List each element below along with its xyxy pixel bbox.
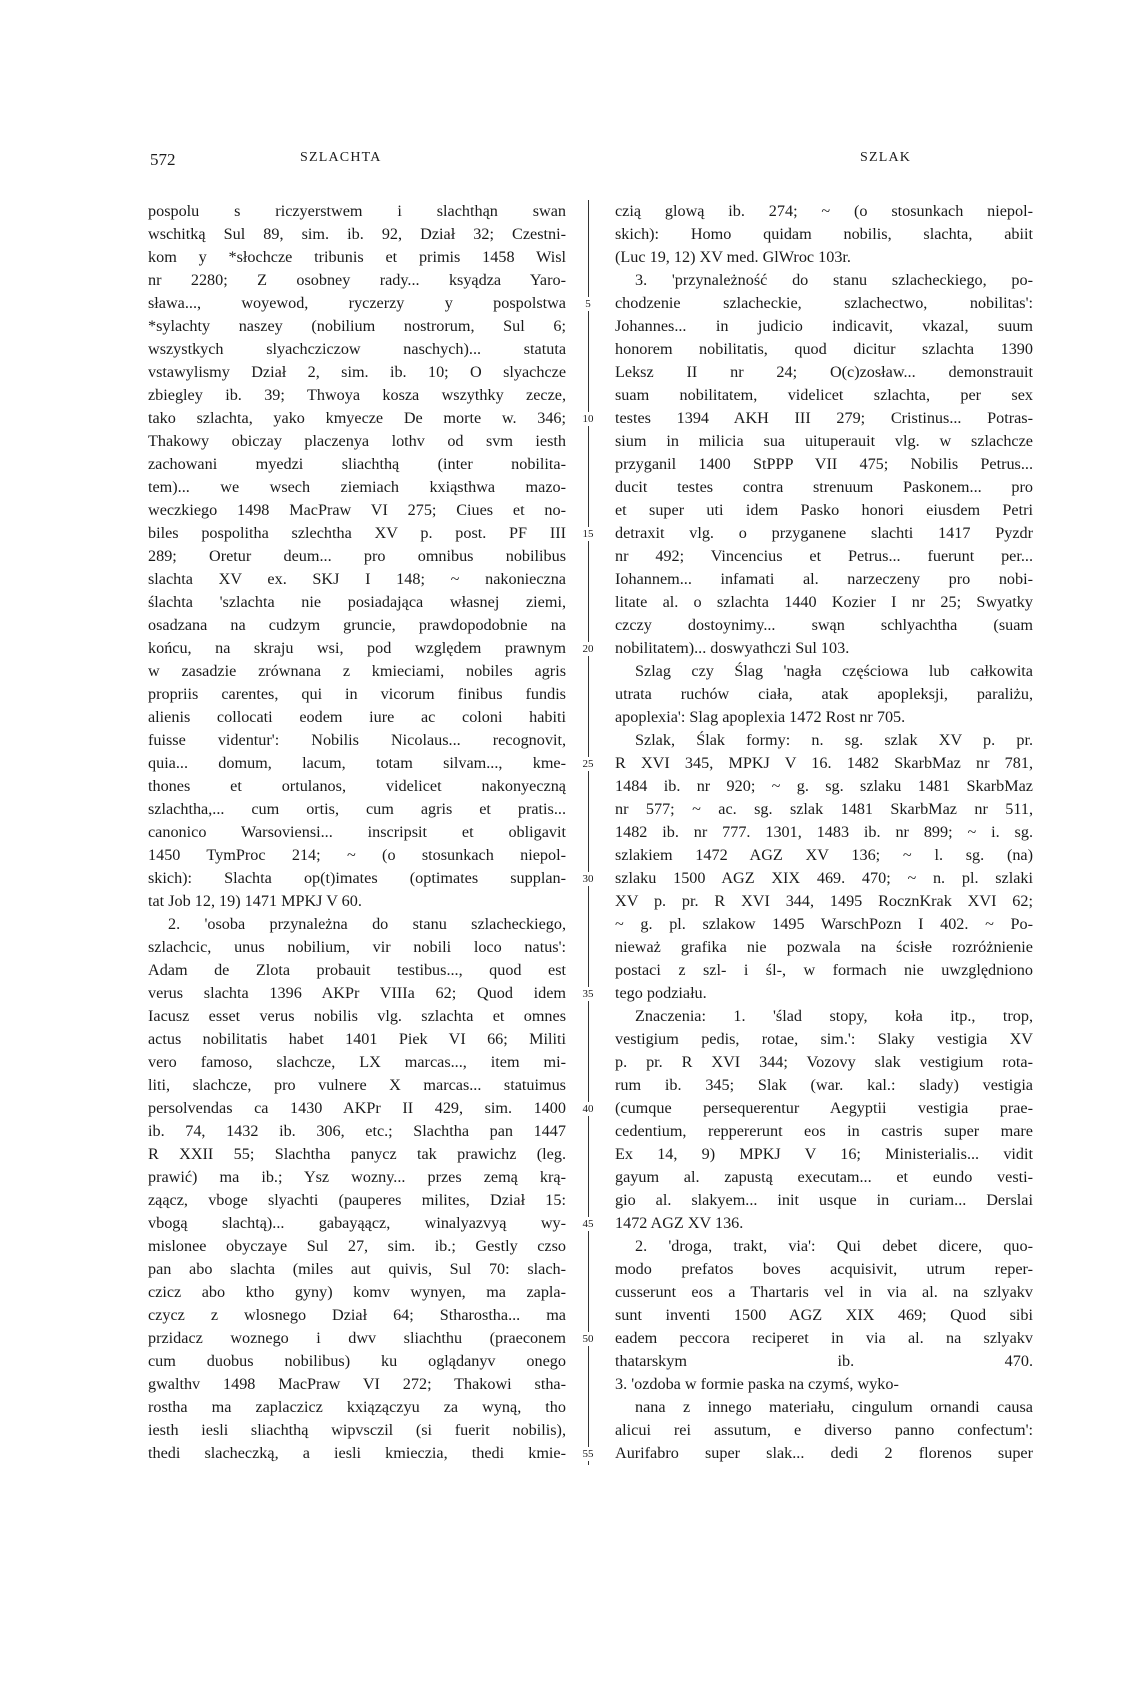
text-line: wschitką Sul 89, sim. ib. 92, Dział 32; Czestni- [148, 225, 566, 243]
text-line: końcu, na skraju wsi, pod względem prawnym [148, 639, 566, 657]
text-line: Znaczenia: 1. 'ślad stopy, koła itp., trop, [635, 1007, 1033, 1025]
text-line: Szlag czy Ślag 'nagła częściowa lub całkowita [635, 662, 1033, 680]
text-line: ib. 74, 1432 ib. 306, etc.; Slachtha pan 1447 [148, 1122, 566, 1140]
text-line: postaci z szl- i śl-, w formach nie uwzględniono [615, 961, 1033, 979]
text-line: rostha ma zaplaczicz kxiązączyu za wyną, tho [148, 1398, 566, 1416]
text-line: chodzenie szlacheckie, szlachectwo, nobilitas': [615, 294, 1033, 312]
text-line: propriis carentes, qui in vicorum finibus fundis [148, 685, 566, 703]
text-line: osadzana na cudzym gruncie, prawdopodobnie na [148, 616, 566, 634]
text-line: detraxit vlg. o przyganene slachti 1417 Pyzdr [615, 524, 1033, 542]
text-line: vero famoso, slachcze, LX marcas..., item mi- [148, 1053, 566, 1071]
text-line: eadem peccora reciperet in via al. na szlyakv [615, 1329, 1033, 1347]
text-line: szlaku 1500 AGZ XIX 469. 470; ~ n. pl. szlaki [615, 869, 1033, 887]
text-line: przidacz woznego i dwv sliachthu (praeconem [148, 1329, 566, 1347]
text-line: (cumque persequerentur Aegyptii vestigia prae- [615, 1099, 1033, 1117]
text-line: vestigium pedis, rotae, sim.': Slaky vestigia XV [615, 1030, 1033, 1048]
text-line: modo prefatos boves acquisivit, utrum reper- [615, 1260, 1033, 1278]
text-line: tako szlachta, yako kmyecze De morte w. 346; [148, 409, 566, 427]
text-line: mislonee obyczaye Sul 27, sim. ib.; Gestly czso [148, 1237, 566, 1255]
text-line: *sylachty naszey (nobilium nostrorum, Sul 6; [148, 317, 566, 335]
running-header [0, 150, 1130, 174]
text-line: Johannes... in judicio indicavit, vkazal, suum [615, 317, 1033, 335]
right-column [615, 200, 1033, 1465]
text-line: gio al. slakyem... init usque in curiam... Derslai [615, 1191, 1033, 1209]
text-line: testes 1394 AKH III 279; Cristinus... Potras- [615, 409, 1033, 427]
text-line: XV p. pr. R XVI 344, 1495 RocznKrak XVI 62; [615, 892, 1033, 910]
text-line: suam nobilitatem, videlicet szlachta, per sex [615, 386, 1033, 404]
text-line: 1472 AGZ XV 136. [615, 1214, 744, 1232]
text-line: ducit testes contra strenuum Paskonem... pro [615, 478, 1033, 496]
text-line: pan abo slachta (miles aut quivis, Sul 70: slach- [148, 1260, 566, 1278]
text-line: 3. 'przynależność do stanu szlacheckiego, po- [635, 271, 1033, 289]
text-line: slachta XV ex. SKJ I 148; ~ nakonieczna [148, 570, 566, 588]
text-line: R XVI 345, MPKJ V 16. 1482 SkarbMaz nr 781, [615, 754, 1033, 772]
text-line: nobilitatem)... doswyathczi Sul 103. [615, 639, 850, 657]
text-line: honorem nobilitatis, quod dicitur szlachta 1390 [615, 340, 1033, 358]
text-line: sium in milicia sua uituperauit vlg. w szlachcze [615, 432, 1033, 450]
text-line: vstawylismy Dział 2, sim. ib. 10; O slyachcze [148, 363, 566, 381]
line-number: 45 [576, 1217, 600, 1231]
header-left-title: SZLACHTA [300, 150, 382, 165]
text-line: sunt inventi 1500 AGZ XIX 469; Quod sibi [615, 1306, 1033, 1324]
text-line: iesth iesli sliachthą wipvsczil (si fuerit nobilis), [148, 1421, 566, 1439]
text-line: czią glową ib. 274; ~ (o stosunkach niepol- [615, 202, 1033, 220]
text-line: litate al. o szlachta 1440 Kozier I nr 25; Swyatky [615, 593, 1033, 611]
text-line: sława..., woyewod, ryczerzy y pospolstwa [148, 294, 566, 312]
text-line: 1482 ib. nr 777. 1301, 1483 ib. nr 899; ~ i. sg. [615, 823, 1033, 841]
text-line: tat Job 12, 19) 1471 MPKJ V 60. [148, 892, 362, 910]
text-line: utrata ruchów ciała, atak apopleksji, paraliżu, [615, 685, 1033, 703]
text-line: rum ib. 345; Slak (war. kal.: slady) vestigia [615, 1076, 1033, 1094]
text-line: persolvendas ca 1430 AKPr II 429, sim. 1400 [148, 1099, 566, 1117]
text-line: 289; Oretur deum... pro omnibus nobilibus [148, 547, 566, 565]
line-number: 15 [576, 527, 600, 541]
text-line: szlakiem 1472 AGZ XV 136; ~ l. sg. (na) [615, 846, 1033, 864]
text-line: Ex 14, 9) MPKJ V 16; Ministerialis... vidit [615, 1145, 1033, 1163]
text-line: Iohannem... infamati al. narzeczeny pro nobi- [615, 570, 1033, 588]
line-number: 30 [576, 872, 600, 886]
text-line: p. pr. R XVI 344; Vozovy slak vestigium rota- [615, 1053, 1033, 1071]
text-line: apoplexia': Slag apoplexia 1472 Rost nr 705. [615, 708, 906, 726]
text-line: verus slachta 1396 AKPr VIIIa 62; Quod idem [148, 984, 566, 1002]
text-line: liti, slachcze, pro vulnere X marcas... statuimus [148, 1076, 566, 1094]
page-number: 572 [150, 150, 176, 169]
text-line: cum duobus nobilibus) ku oglądanyv onego [148, 1352, 566, 1370]
left-column [148, 200, 566, 1465]
column-divider [588, 200, 589, 1465]
text-line: nr 577; ~ ac. sg. szlak 1481 SkarbMaz nr 511, [615, 800, 1033, 818]
line-number: 25 [576, 757, 600, 771]
text-line: thatarskym ib. 470. [615, 1352, 1033, 1370]
text-line: fuisse videntur': Nobilis Nicolaus... recognovit, [148, 731, 566, 749]
text-line: gayum al. zapustą executam... et eundo vesti- [615, 1168, 1033, 1186]
text-line: cusserunt eos a Thartaris vel in via al. na szlyakv [615, 1283, 1033, 1301]
text-line: 3. 'ozdoba w formie paska na czymś, wyko- [615, 1375, 899, 1393]
line-number: 20 [576, 642, 600, 656]
text-line: canonico Warsoviensi... inscripsit et obligavit [148, 823, 566, 841]
text-line: szlachcic, unus nobilium, vir nobili loco natus': [148, 938, 566, 956]
text-line: Aurifabro super slak... dedi 2 florenos super [615, 1444, 1033, 1462]
text-line: wszystkych slyachcziczow naschych)... statuta [148, 340, 566, 358]
text-line: tego podziału. [615, 984, 707, 1002]
text-line: gwalthv 1498 MacPraw VI 272; Thakowi stha- [148, 1375, 566, 1393]
text-line: (Luc 19, 12) XV med. GlWroc 103r. [615, 248, 851, 266]
line-number: 50 [576, 1332, 600, 1346]
text-line: weczkiego 1498 MacPraw VI 275; Ciues et no- [148, 501, 566, 519]
text-line: przyganil 1400 StPPP VII 475; Nobilis Petrus... [615, 455, 1033, 473]
text-line: Szlak, Ślak formy: n. sg. szlak XV p. pr. [635, 731, 1033, 749]
text-line: 2. 'droga, trakt, via': Qui debet dicere, quo- [635, 1237, 1033, 1255]
line-number: 40 [576, 1102, 600, 1116]
text-line: tem)... we wsech ziemiach kxiąsthwa mazo- [148, 478, 566, 496]
text-line: skich): Homo quidam nobilis, slachta, abiit [615, 225, 1033, 243]
text-line: nr 492; Vincencius et Petrus... fuerunt per... [615, 547, 1033, 565]
text-line: zbiegley ib. 39; Thwoya kosza wszythky zecze, [148, 386, 566, 404]
text-line: nieważ grafika nie pozwala na ścisłe rozróżnienie [615, 938, 1033, 956]
text-line: czicz abo ktho gyny) komv wynyen, ma zapla- [148, 1283, 566, 1301]
text-line: actus nobilitatis habet 1401 Piek VI 66; Militi [148, 1030, 566, 1048]
text-line: cedentium, reppererunt eos in castris super mare [615, 1122, 1033, 1140]
text-line: 1484 ib. nr 920; ~ g. sg. szlaku 1481 SkarbMaz [615, 777, 1033, 795]
text-line: ślachta 'szlachta nie posiadająca własnej ziemi, [148, 593, 566, 611]
text-line: czycz z wlosnego Dział 64; Stharostha... ma [148, 1306, 566, 1324]
text-line: nr 2280; Z osobney rady... ksyądza Yaro- [148, 271, 566, 289]
line-number: 10 [576, 412, 600, 426]
text-line: et super uti idem Pasko honori eiusdem Petri [615, 501, 1033, 519]
text-line: alicui rei assutum, e diverso panno confectum': [615, 1421, 1033, 1439]
text-line: thones et ortulanos, videlicet nakonyeczną [148, 777, 566, 795]
text-line: quia... domum, lacum, totam silvam..., kme- [148, 754, 566, 772]
text-line: szlachtha,... cum ortis, cum agris et pratis... [148, 800, 566, 818]
text-line: pospolu s riczyerstwem i slachthąn swan [148, 202, 566, 220]
text-line: prawić) ma ib.; Ysz wozny... przes zemą krą- [148, 1168, 566, 1186]
text-line: Adam de Zlota probauit testibus..., quod est [148, 961, 566, 979]
text-line: 2. 'osoba przynależna do stanu szlacheckiego, [168, 915, 566, 933]
text-line: nana z innego materiału, cingulum ornandi causa [635, 1398, 1033, 1416]
text-line: skich): Slachta op(t)imates (optimates supplan- [148, 869, 566, 887]
line-number: 55 [576, 1447, 600, 1461]
line-number: 35 [576, 987, 600, 1001]
text-line: ząącz, vboge slyachti (pauperes milites, Dział 15: [148, 1191, 566, 1209]
text-line: Leksz II nr 24; O(c)zosław... demonstrauit [615, 363, 1033, 381]
text-line: ~ g. pl. szlakow 1495 WarschPozn I 402. ~ Po- [615, 915, 1033, 933]
text-line: vbogą slachtą)... gabayąącz, winalyazvyą wy- [148, 1214, 566, 1232]
text-line: R XXII 55; Slachtha panycz tak prawichz (leg. [148, 1145, 566, 1163]
text-line: Thakowy obiczay placzenya lothv od svm iesth [148, 432, 566, 450]
text-line: thedi slacheczką, a iesli kmieczia, thedi kmie- [148, 1444, 566, 1462]
header-right-title: SZLAK [860, 150, 912, 165]
text-line: Iacusz esset verus nobilis vlg. szlachta et omnes [148, 1007, 566, 1025]
text-line: biles pospolitha szlechtha XV p. post. PF III [148, 524, 566, 542]
line-number: 5 [576, 297, 600, 311]
text-line: w zasadzie zrównana z kmieciami, nobiles agris [148, 662, 566, 680]
text-line: czczy dostoynimy... swąn schlyachtha (suam [615, 616, 1033, 634]
text-line: zachowani myedzi sliachthą (inter nobilita- [148, 455, 566, 473]
text-line: alienis collocati eodem iure ac coloni habiti [148, 708, 566, 726]
text-line: kom y *słochcze tribunis et primis 1458 Wisl [148, 248, 566, 266]
text-line: 1450 TymProc 214; ~ (o stosunkach niepol- [148, 846, 566, 864]
